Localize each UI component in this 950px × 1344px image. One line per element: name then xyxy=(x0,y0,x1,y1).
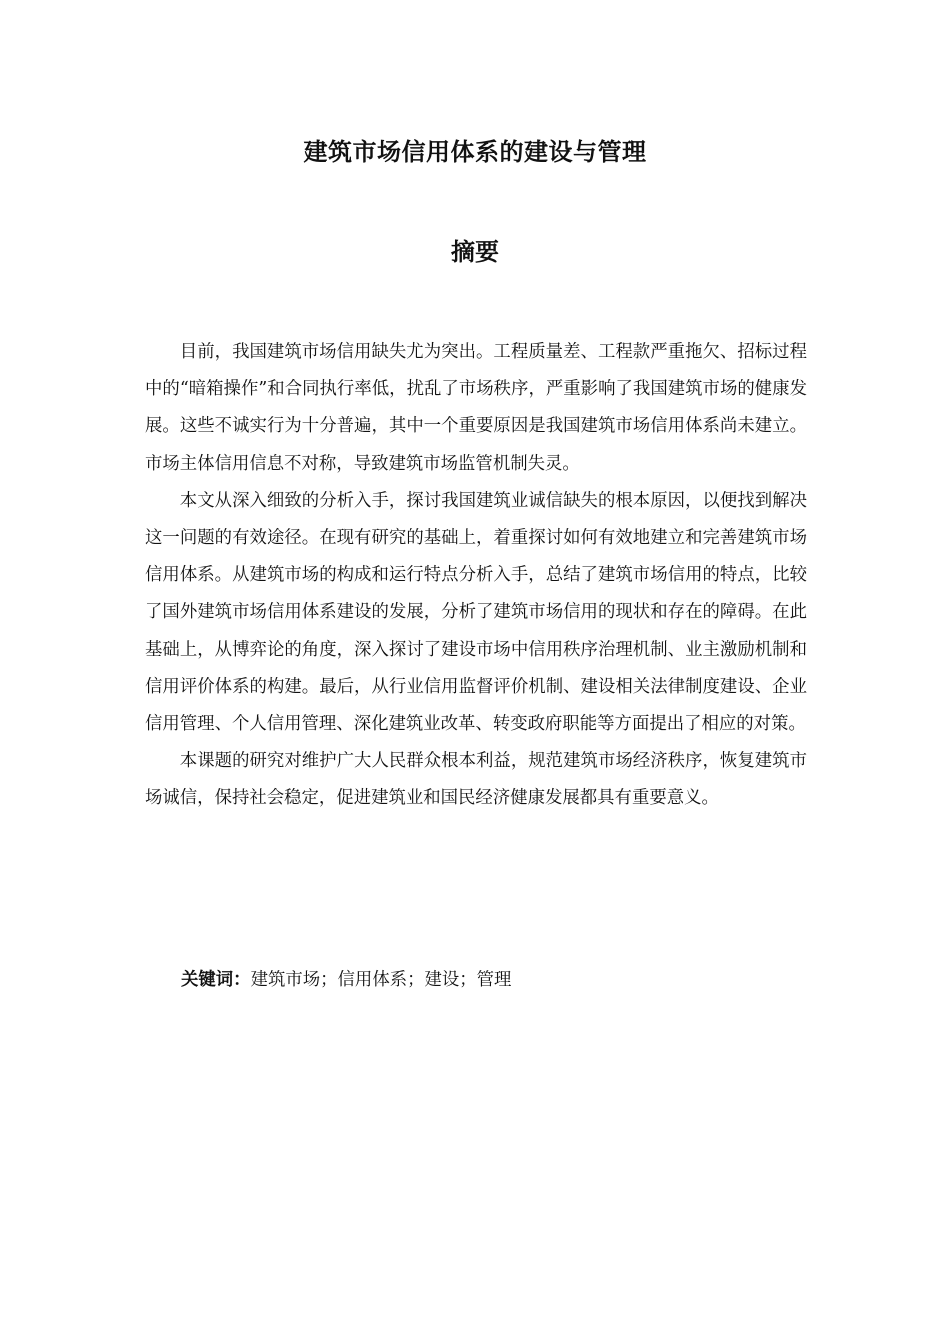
abstract-paragraph: 目前，我国建筑市场信用缺失尤为突出。工程质量差、工程款严重拖欠、招标过程中的“暗箱操作”和合同执行率低，扰乱了市场秩序，严重影响了我国建筑市场的健康发展。这些不诚实行为十分普遍，其中一个重要原因是我国建筑市场信用体系尚未建立。市场主体信用信息不对称，导致建筑市场监管机制失灵。 xyxy=(145,342,807,474)
abstract-heading: 摘要 xyxy=(451,238,499,266)
keywords-line xyxy=(181,962,807,999)
abstract-body xyxy=(145,334,807,818)
abstract-paragraph: 本文从深入细致的分析入手，探讨我国建筑业诚信缺失的根本原因，以便找到解决这一问题的有效途径。在现有研究的基础上，着重探讨如何有效地建立和完善建筑市场信用体系。从建筑市场的构成和运行特点分析入手，总结了建筑市场信用的特点，比较了国外建筑市场信用体系建设的发展，分析了建筑市场信用的现状和存在的障碍。在此基础上，从博弈论的角度，深入探讨了建设市场中信用秩序治理机制、业主激励机制和信用评价体系的构建。最后，从行业信用监督评价机制、建设相关法律制度建设、企业信用管理、个人信用管理、深化建筑业改革、转变政府职能等方面提出了相应的对策。 xyxy=(145,490,807,735)
document-title: 建筑市场信用体系的建设与管理 xyxy=(303,138,647,166)
keywords-text: 建筑市场；信用体系；建设；管理 xyxy=(250,970,512,990)
abstract-paragraph: 本课题的研究对维护广大人民群众根本利益，规范建筑市场经济秩序，恢复建筑市场诚信，保持社会稳定，促进建筑业和国民经济健康发展都具有重要意义。 xyxy=(145,751,807,809)
keywords-label: 关键词： xyxy=(181,970,251,990)
